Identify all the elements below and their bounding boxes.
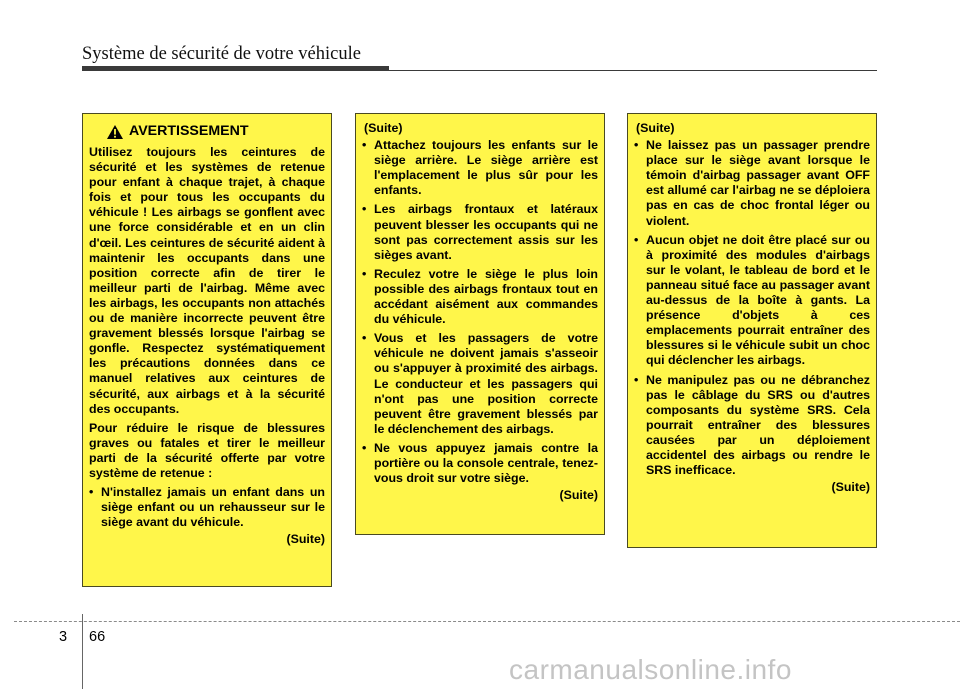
bullet-item — [362, 267, 598, 327]
bullet-dot: • — [362, 266, 367, 281]
watermark-text: carmanualsonline.info — [509, 654, 792, 685]
footer-vertical-rule — [82, 614, 83, 689]
bullet-dot: • — [634, 232, 639, 247]
warning-heading-text: AVERTISSEMENT — [129, 123, 249, 140]
bullet-item — [634, 233, 870, 369]
continued-box-3 — [627, 113, 877, 548]
warning-heading — [106, 124, 325, 140]
bullet-text: Ne manipulez pas ou ne débranchez pas le câblage du SRS ou d'autres composants du système SRS. Cela pourrait entraîner des blessures causées par un déploiement accidentel des airbags ou rendre le SRS inefficace. — [646, 372, 870, 478]
continued-label: (Suite) — [559, 488, 598, 503]
warning-triangle-icon — [106, 124, 124, 140]
bullet-dot: • — [89, 485, 94, 500]
bullet-text: Attachez toujours les enfants sur le siège arrière. Le siège arrière est l'emplacement le plus sûr pour les enfants. — [374, 138, 598, 198]
continued-box-2 — [355, 113, 605, 535]
bullet-list-2 — [362, 138, 598, 486]
bullet-text: Les airbags frontaux et latéraux peuvent blesser les occupants qui ne sont pas correctement assis sur les sièges avant. — [374, 202, 598, 262]
bullet-text: N'installez jamais un enfant dans un siège enfant ou un rehausseur sur le siège avant du véhicule. — [101, 485, 325, 530]
bullet-item — [362, 202, 598, 262]
continued-label: (Suite) — [831, 480, 870, 495]
bullet-dot: • — [362, 440, 367, 455]
page-number: 66 — [89, 629, 106, 645]
bullet-text: Ne laissez pas un passager prendre place sur le siège avant lorsque le témoin d'airbag passager avant OFF est allumé car l'airbag ne se déploiera pas en cas de choc frontal léger ou violent. — [646, 138, 870, 228]
continued-start-label: (Suite) — [364, 121, 403, 135]
page-header-title: Système de sécurité de votre véhicule — [82, 44, 361, 64]
warning-bullet-item — [89, 485, 325, 530]
bullet-dot: • — [362, 331, 367, 346]
bullet-item — [634, 373, 870, 479]
bullet-dot: • — [634, 372, 639, 387]
bullet-text: Vous et les passagers de votre véhicule ne doivent jamais s'asseoir ou s'appuyer à proximité des airbags. Le conducteur et les passagers qui n'ont pas une position correcte peuvent être gravement blessés par le déclenchement des airbags. — [374, 331, 598, 436]
header-rule-thin — [389, 70, 877, 72]
bullet-item — [362, 441, 598, 486]
bullet-text: Aucun objet ne doit être placé sur ou à proximité des modules d'airbags sur le volant, le tableau de bord et le panneau situé face au passager avant au-dessus de la boîte à gants. La présence d'objets à ces emplacements pourrait entraîner des blessures si le véhicule subit un choc qui déclencher les airbags. — [646, 232, 870, 368]
footer-dashed-rule — [14, 621, 960, 622]
bullet-item — [362, 138, 598, 198]
bullet-dot: • — [362, 138, 367, 153]
continued-label: (Suite) — [286, 532, 325, 547]
bullet-item — [362, 331, 598, 437]
warning-paragraph: Utilisez toujours les ceintures de sécurité et les systèmes de retenue pour enfant à chaque trajet, à chaque fois et pour tous les occupants du véhicule ! Les airbags se gonflent avec une force considérable et en un clin d'œil. Les ceintures de sécurité aident à maintenir les occupants dans une position correcte afin de tirer le meilleur parti de l'airbag. Même avec les airbags, les occupants non attachés ou de manière incorrecte peuvent être gravement blessés lorsque l'airbag se gonfle. Respectez systématiquement les précautions données dans ce manuel relatives aux ceintures de sécurité, aux airbags et à la sécurité des occupants. — [89, 145, 325, 416]
warning-paragraph: Pour réduire le risque de blessures graves ou fatales et tirer le meilleur parti de la sécurité offerte par votre système de retenue : — [89, 420, 325, 480]
bullet-dot: • — [634, 138, 639, 153]
continued-start-label: (Suite) — [636, 121, 675, 135]
bullet-text: Reculez votre le siège le plus loin possible des airbags frontaux tout en accédant aisément aux commandes du véhicule. — [374, 266, 598, 327]
bullet-text: Ne vous appuyez jamais contre la portière ou la console centrale, tenez-vous droit sur votre siège. — [374, 440, 598, 486]
warning-bullet-list — [89, 485, 325, 530]
bullet-item — [634, 138, 870, 229]
bullet-list-3 — [634, 138, 870, 478]
chapter-number: 3 — [59, 629, 68, 645]
bullet-dot: • — [362, 202, 367, 217]
warning-box — [82, 113, 332, 587]
header-rule-thick — [82, 66, 389, 71]
